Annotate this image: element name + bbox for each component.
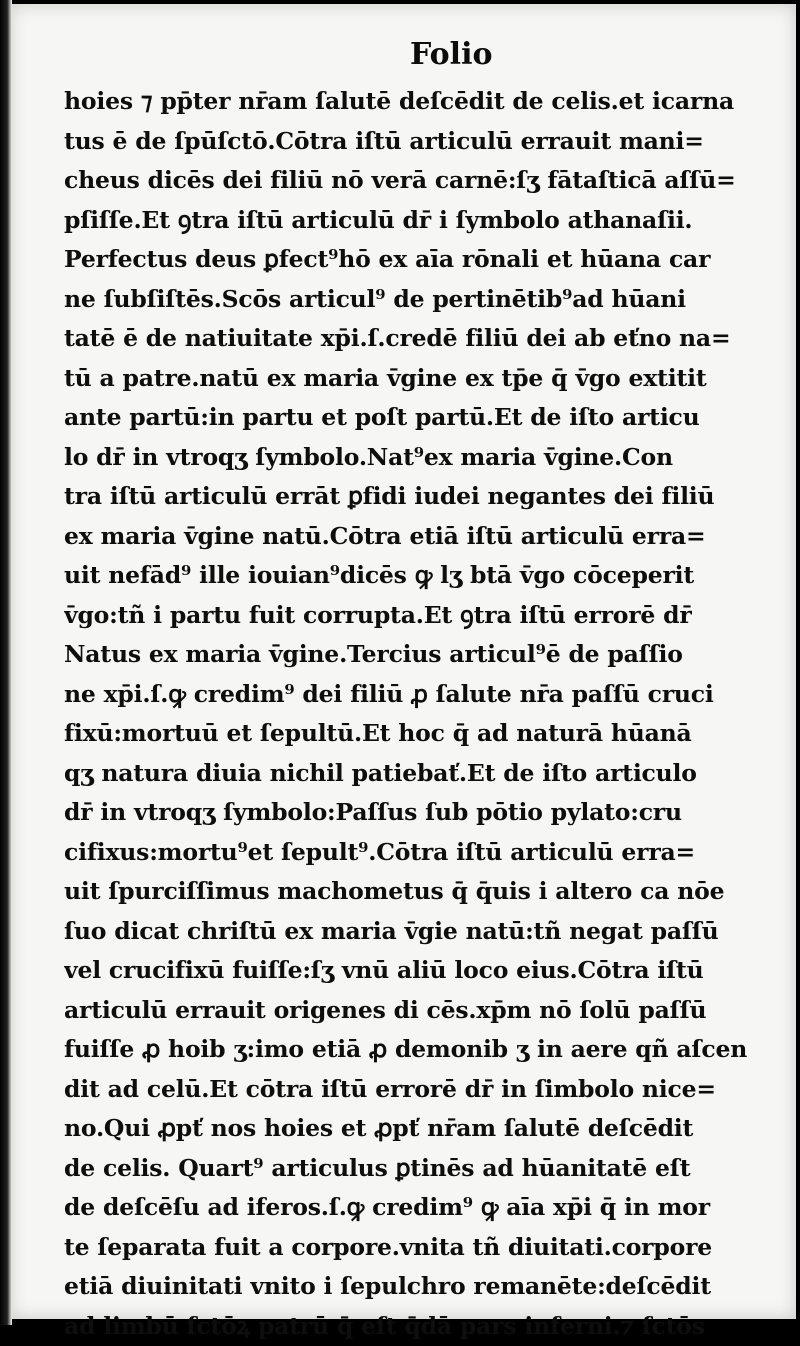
text-line: cheus dicēs dei filiū nō verā carnē:ſʒ fātaſticā aſſū= — [64, 161, 780, 201]
text-line: uit nefād⁹ ille iouian⁹dicēs ꝙ lʒ btā v̄go cōceperit — [64, 556, 780, 596]
text-line: ante partū:in partu et poſt partū.Et de iſto articu — [64, 398, 780, 438]
text-line: ne ſubſiſtēs.Scōs articul⁹ de pertinētib⁹ad hūani — [64, 280, 780, 320]
body-text — [64, 82, 780, 1346]
text-line: te ſeparata fuit a corpore.vnita tñ diuitati.corpore — [64, 1228, 780, 1268]
text-line: ex maria v̄gine natū.Cōtra etiā iſtū articulū erra= — [64, 517, 780, 557]
text-line: Natus ex maria v̄gine.Tercius articul⁹ē de paſſio — [64, 635, 780, 675]
text-line: fuiſſe ꝓ hoib ʒ:imo etiā ꝓ demonib ʒ in aere qñ aſcen — [64, 1030, 780, 1070]
text-line: de deſcēſu ad iferos.ſ.ꝙ credim⁹ ꝙ aīa xp̄i q̄ in mor — [64, 1188, 780, 1228]
text-line: cifixus:mortu⁹et ſepult⁹.Cōtra iſtū articulū erra= — [64, 833, 780, 873]
text-line: qʒ natura diuia nichil patiebať.Et de iſto articulo — [64, 754, 780, 794]
text-line: ad limbū ſctōꝝ patrū q̄ eſt q̄dā pars inferni.⁊ ſctōs — [64, 1307, 780, 1346]
printed-page — [10, 4, 796, 1319]
text-line: ne xp̄i.ſ.ꝙ credim⁹ dei filiū ꝓ ſalute nr̄a paſſū cruci — [64, 675, 780, 715]
text-line: v̄go:tñ i partu fuit corrupta.Et ꝯtra iſtū errorē dr̄ — [64, 596, 780, 636]
text-line: vel crucifixū fuiſſe:ſʒ vnū aliū loco eius.Cōtra iſtū — [64, 951, 780, 991]
text-line: etiā diuinitati vnito i ſepulchro remanēte:deſcēdit — [64, 1267, 780, 1307]
text-line: tus ē de ſpūſctō.Cōtra iſtū articulū errauit mani= — [64, 122, 780, 162]
text-line: hoies ⁊ pp̄ter nr̄am ſalutē deſcēdit de celis.et icarna — [64, 82, 780, 122]
text-line: lo dr̄ in vtroqʒ ſymbolo.Nat⁹ex maria v̄gine.Con — [64, 438, 780, 478]
text-line: de celis. Quart⁹ articulus ꝑtinēs ad hūanitatē eſt — [64, 1149, 780, 1189]
text-line: tū a patre.natū ex maria v̄gine ex tp̄e q̄ v̄go extitit — [64, 359, 780, 399]
folio-header: Folio — [410, 38, 492, 72]
page-edge-shadow — [0, 0, 12, 1325]
text-line: pſiſſe.Et ꝯtra iſtū articulū dr̄ i ſymbolo athanaſii. — [64, 201, 780, 241]
text-line: dit ad celū.Et cōtra iſtū errorē dr̄ in ſimbolo nice= — [64, 1070, 780, 1110]
text-line: uit ſpurciſſimus machometus q̄ q̄uis i altero ca nōe — [64, 872, 780, 912]
text-line: articulū errauit origenes di cēs.xp̄m nō ſolū paſſū — [64, 991, 780, 1031]
text-line: fixū:mortuū et ſepultū.Et hoc q̄ ad naturā hūanā — [64, 714, 780, 754]
text-line: tatē ē de natiuitate xp̄i.ſ.credē filiū dei ab eťno na= — [64, 319, 780, 359]
text-line: Perfectus deus ꝑfect⁹hō ex aīa rōnali et hūana car — [64, 240, 780, 280]
text-line: ſuo dicat chriſtū ex maria v̄gie natū:tñ negat paſſū — [64, 912, 780, 952]
text-line: tra iſtū articulū errāt ꝑfidi iudei negantes dei filiū — [64, 477, 780, 517]
text-line: dr̄ in vtroqʒ ſymbolo:Paſſus ſub pōtio pylato:cru — [64, 793, 780, 833]
text-line: no.Qui ꝓpť nos hoies et ꝓpť nr̄am ſalutē deſcēdit — [64, 1109, 780, 1149]
